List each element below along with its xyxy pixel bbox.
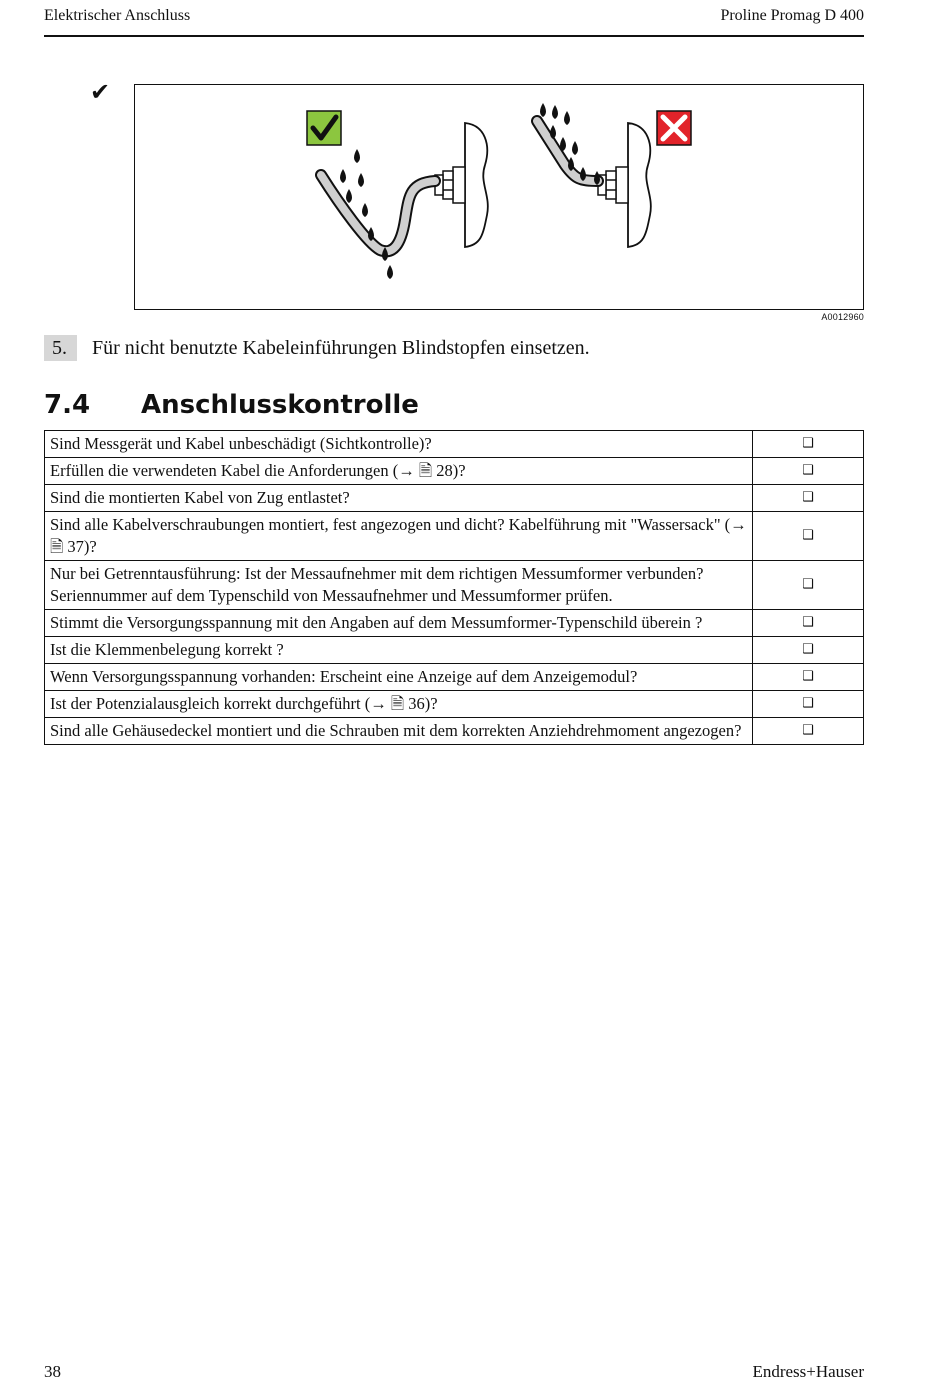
footer-brand: Endress+Hauser [752,1362,864,1381]
checklist-question: Wenn Versorgungsspannung vorhanden: Erscheint eine Anzeige auf dem Anzeigemodul? [45,664,753,691]
checkbox[interactable]: ❑ [753,637,864,664]
page-number: 38 [44,1362,61,1381]
table-row [45,718,864,745]
cable-right-fill [537,121,598,181]
checkbox[interactable]: ❑ [753,664,864,691]
cross-icon [657,111,691,145]
cable-gland-right [598,167,628,203]
checkbox[interactable]: ❑ [753,718,864,745]
cable-gland-left [435,167,465,203]
checklist-question: Sind alle Kabelverschraubungen montiert, fest angezogen und dicht? Kabelführung mit "Wassersack" (→ 🗎 37)? [45,512,753,561]
checkmark-icon [307,111,341,145]
checklist-question: Ist der Potenzialausgleich korrekt durchgeführt (→ 🗎 36)? [45,691,753,718]
table-row [45,664,864,691]
checklist-question: Sind Messgerät und Kabel unbeschädigt (Sichtkontrolle)? [45,431,753,458]
figure-marker: ✔ [90,78,111,106]
connection-checklist-table [44,430,864,745]
checkbox[interactable]: ❑ [753,431,864,458]
table-row [45,512,864,561]
wall-left-shape [465,123,488,247]
checkbox[interactable]: ❑ [753,561,864,610]
checklist-question: Stimmt die Versorgungsspannung mit den Angaben auf dem Messumformer-Typenschild überein ? [45,610,753,637]
wall-right-shape [628,123,651,247]
checkbox[interactable]: ❑ [753,610,864,637]
table-row [45,610,864,637]
cable-gland-figure [134,84,864,310]
checklist-question: Sind alle Gehäusedeckel montiert und die Schrauben mit dem korrekten Anziehdrehmoment angezogen? [45,718,753,745]
header-divider [44,35,864,37]
checkbox[interactable]: ❑ [753,458,864,485]
checkbox[interactable]: ❑ [753,691,864,718]
table-row [45,458,864,485]
section-number: 7.4 [44,390,91,420]
checklist-question: Nur bei Getrenntausführung: Ist der Messaufnehmer mit dem richtigen Messumformer verbunden? Seriennummer auf dem Typenschild von Messaufnehmer und Messumformer prüfen. [45,561,753,610]
checkbox[interactable]: ❑ [753,485,864,512]
figure-code: A0012960 [821,312,864,322]
table-row [45,691,864,718]
table-row [45,637,864,664]
cable-gland-illustration [135,85,863,309]
checklist-question: Ist die Klemmenbelegung korrekt ? [45,637,753,664]
step-number: 5. [44,335,77,361]
table-row [45,485,864,512]
table-row [45,431,864,458]
header-product-name: Proline Promag D 400 [720,7,864,24]
cable-left-fill [321,175,435,251]
checklist-question: Sind die montierten Kabel von Zug entlastet? [45,485,753,512]
table-row [45,561,864,610]
step-text: Für nicht benutzte Kabeleinführungen Blindstopfen einsetzen. [92,337,590,359]
section-title: Anschlusskontrolle [141,390,419,420]
checklist-question: Erfüllen die verwendeten Kabel die Anforderungen (→ 🗎 28)? [45,458,753,485]
header-section-title: Elektrischer Anschluss [44,7,191,24]
checkbox[interactable]: ❑ [753,512,864,561]
